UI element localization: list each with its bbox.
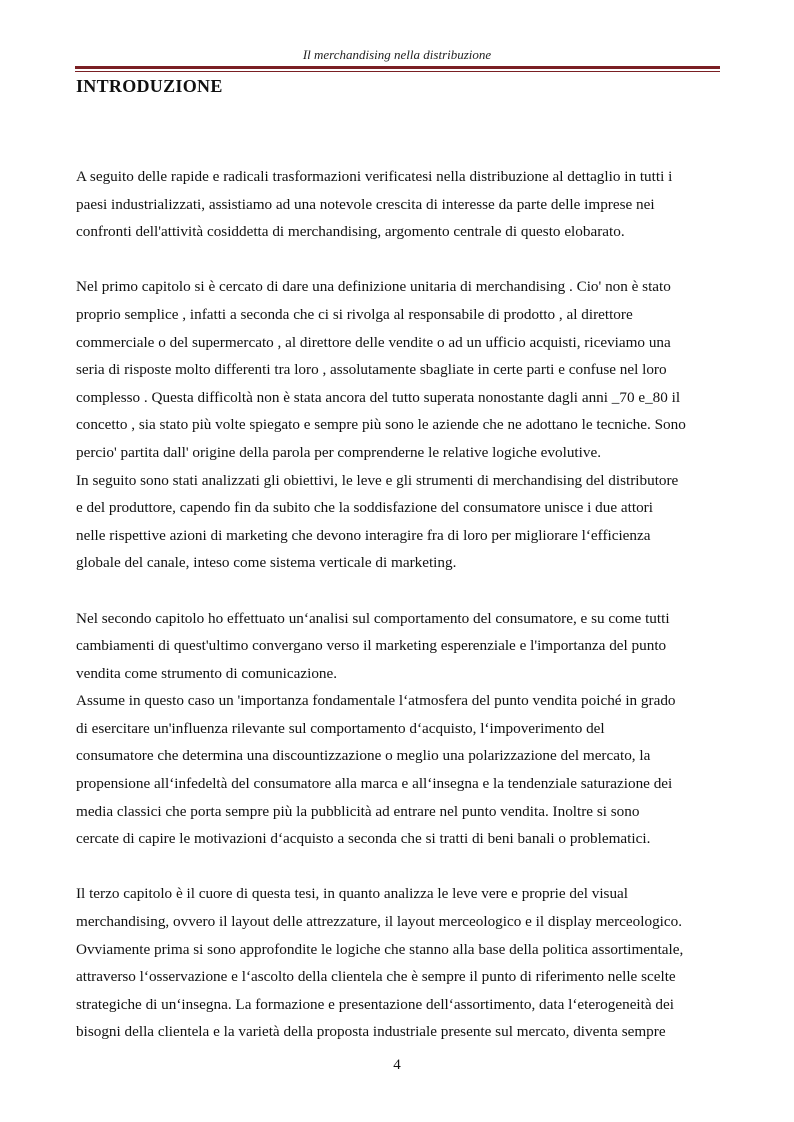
text-line: bisogni della clientela e la varietà della proposta industriale presente sul mercato, diventa sempre bbox=[76, 1023, 666, 1041]
paragraph-gap bbox=[76, 853, 721, 881]
text-line: confronti dell'attività cosiddetta di merchandising, argomento centrale di questo elobarato. bbox=[76, 223, 625, 241]
text-line: merchandising, ovvero il layout delle attrezzature, il layout merceologico e il display merceologico. bbox=[76, 913, 683, 931]
paragraph-gap bbox=[76, 246, 721, 274]
paragraph-1 bbox=[76, 163, 721, 246]
body-text bbox=[76, 163, 721, 1046]
text-line: strategiche di un‘insegna. La formazione e presentazione dell‘assortimento, data l‘eterogeneità dei bbox=[76, 995, 674, 1013]
text-line: nelle rispettive azioni di marketing che devono interagire fra di loro per migliorare l‘efficienza bbox=[76, 526, 651, 544]
text-line: Nel secondo capitolo ho effettuato un‘analisi sul comportamento del consumatore, e su come tutti bbox=[76, 609, 670, 627]
text-line: commerciale o del supermercato , al direttore delle vendite o ad un ufficio acquisti, riceviamo una bbox=[76, 333, 671, 351]
text-line: cercate di capire le motivazioni d‘acquisto a seconda che si tratti di beni banali o problematici. bbox=[76, 830, 651, 848]
text-line: percio' partita dall' origine della parola per comprenderne le relative logiche evolutive. bbox=[76, 443, 601, 461]
text-line: Ovviamente prima si sono approfondite le logiche che stanno alla base della politica assortimentale, bbox=[76, 940, 684, 958]
text-line: cambiamenti di quest'ultimo convergano verso il marketing esperenziale e l'importanza del punto bbox=[76, 637, 667, 655]
text-line: propensione all‘infedeltà del consumatore alla marca e all‘insegna e la tendenziale saturazione dei bbox=[76, 775, 673, 793]
text-line: vendita come strumento di comunicazione. bbox=[76, 664, 338, 682]
section-heading: INTRODUZIONE bbox=[76, 76, 223, 96]
text-line: di esercitare un'influenza rilevante sul comportamento d‘acquisto, l‘impoverimento del bbox=[76, 719, 605, 737]
paragraph-4 bbox=[76, 880, 721, 1046]
text-line: consumatore che determina una discountizzazione o meglio una polarizzazione del mercato, la bbox=[76, 747, 651, 765]
text-line: In seguito sono stati analizzati gli obiettivi, le leve e gli strumenti di merchandising del distributore bbox=[76, 471, 679, 489]
text-line: attraverso l‘osservazione e l‘ascolto della clientela che è sempre il punto di riferimento nelle scelte bbox=[76, 968, 676, 986]
text-line: concetto , sia stato più volte spiegato e sempre più sono le aziende che ne adottano le tecniche. Sono bbox=[76, 416, 686, 434]
header-rule-thick bbox=[75, 66, 720, 69]
paragraph-gap bbox=[76, 577, 721, 605]
text-line: globale del canale, inteso come sistema verticale di marketing. bbox=[76, 554, 457, 572]
page-number: 4 bbox=[393, 1057, 401, 1073]
text-line: paesi industrializzati, assistiamo ad una notevole crescita di interesse da parte delle imprese nei bbox=[76, 195, 655, 213]
text-line: proprio semplice , infatti a seconda che ci si rivolga al responsabile di prodotto , al direttore bbox=[76, 305, 633, 323]
paragraph-3 bbox=[76, 605, 721, 853]
text-line: A seguito delle rapide e radicali trasformazioni verificatesi nella distribuzione al dettaglio in tutti i bbox=[76, 168, 673, 185]
text-line: complesso . Questa difficoltà non è stata ancora del tutto superata nonostante dagli anni _70 e_80 il bbox=[76, 388, 681, 406]
paragraph-2 bbox=[76, 273, 721, 577]
text-line: Nel primo capitolo si è cercato di dare una definizione unitaria di merchandising . Cio' non è stato bbox=[76, 278, 671, 296]
text-line: media classici che porta sempre più la pubblicità ad entrare nel punto vendita. Inoltre si sono bbox=[76, 802, 640, 820]
header-rule-thin bbox=[75, 71, 720, 72]
text-line: seria di risposte molto differenti tra loro , assolutamente sbagliate in certe parti e confuse nel loro bbox=[76, 361, 667, 379]
text-line: Assume in questo caso un 'importanza fondamentale l‘atmosfera del punto vendita poiché in grado bbox=[76, 692, 676, 710]
running-header-title: Il merchandising nella distribuzione bbox=[302, 47, 492, 62]
text-line: Il terzo capitolo è il cuore di questa tesi, in quanto analizza le leve vere e proprie del visual bbox=[76, 885, 629, 903]
text-line: e del produttore, capendo fin da subito che la soddisfazione del consumatore unisce i due attori bbox=[76, 499, 653, 517]
